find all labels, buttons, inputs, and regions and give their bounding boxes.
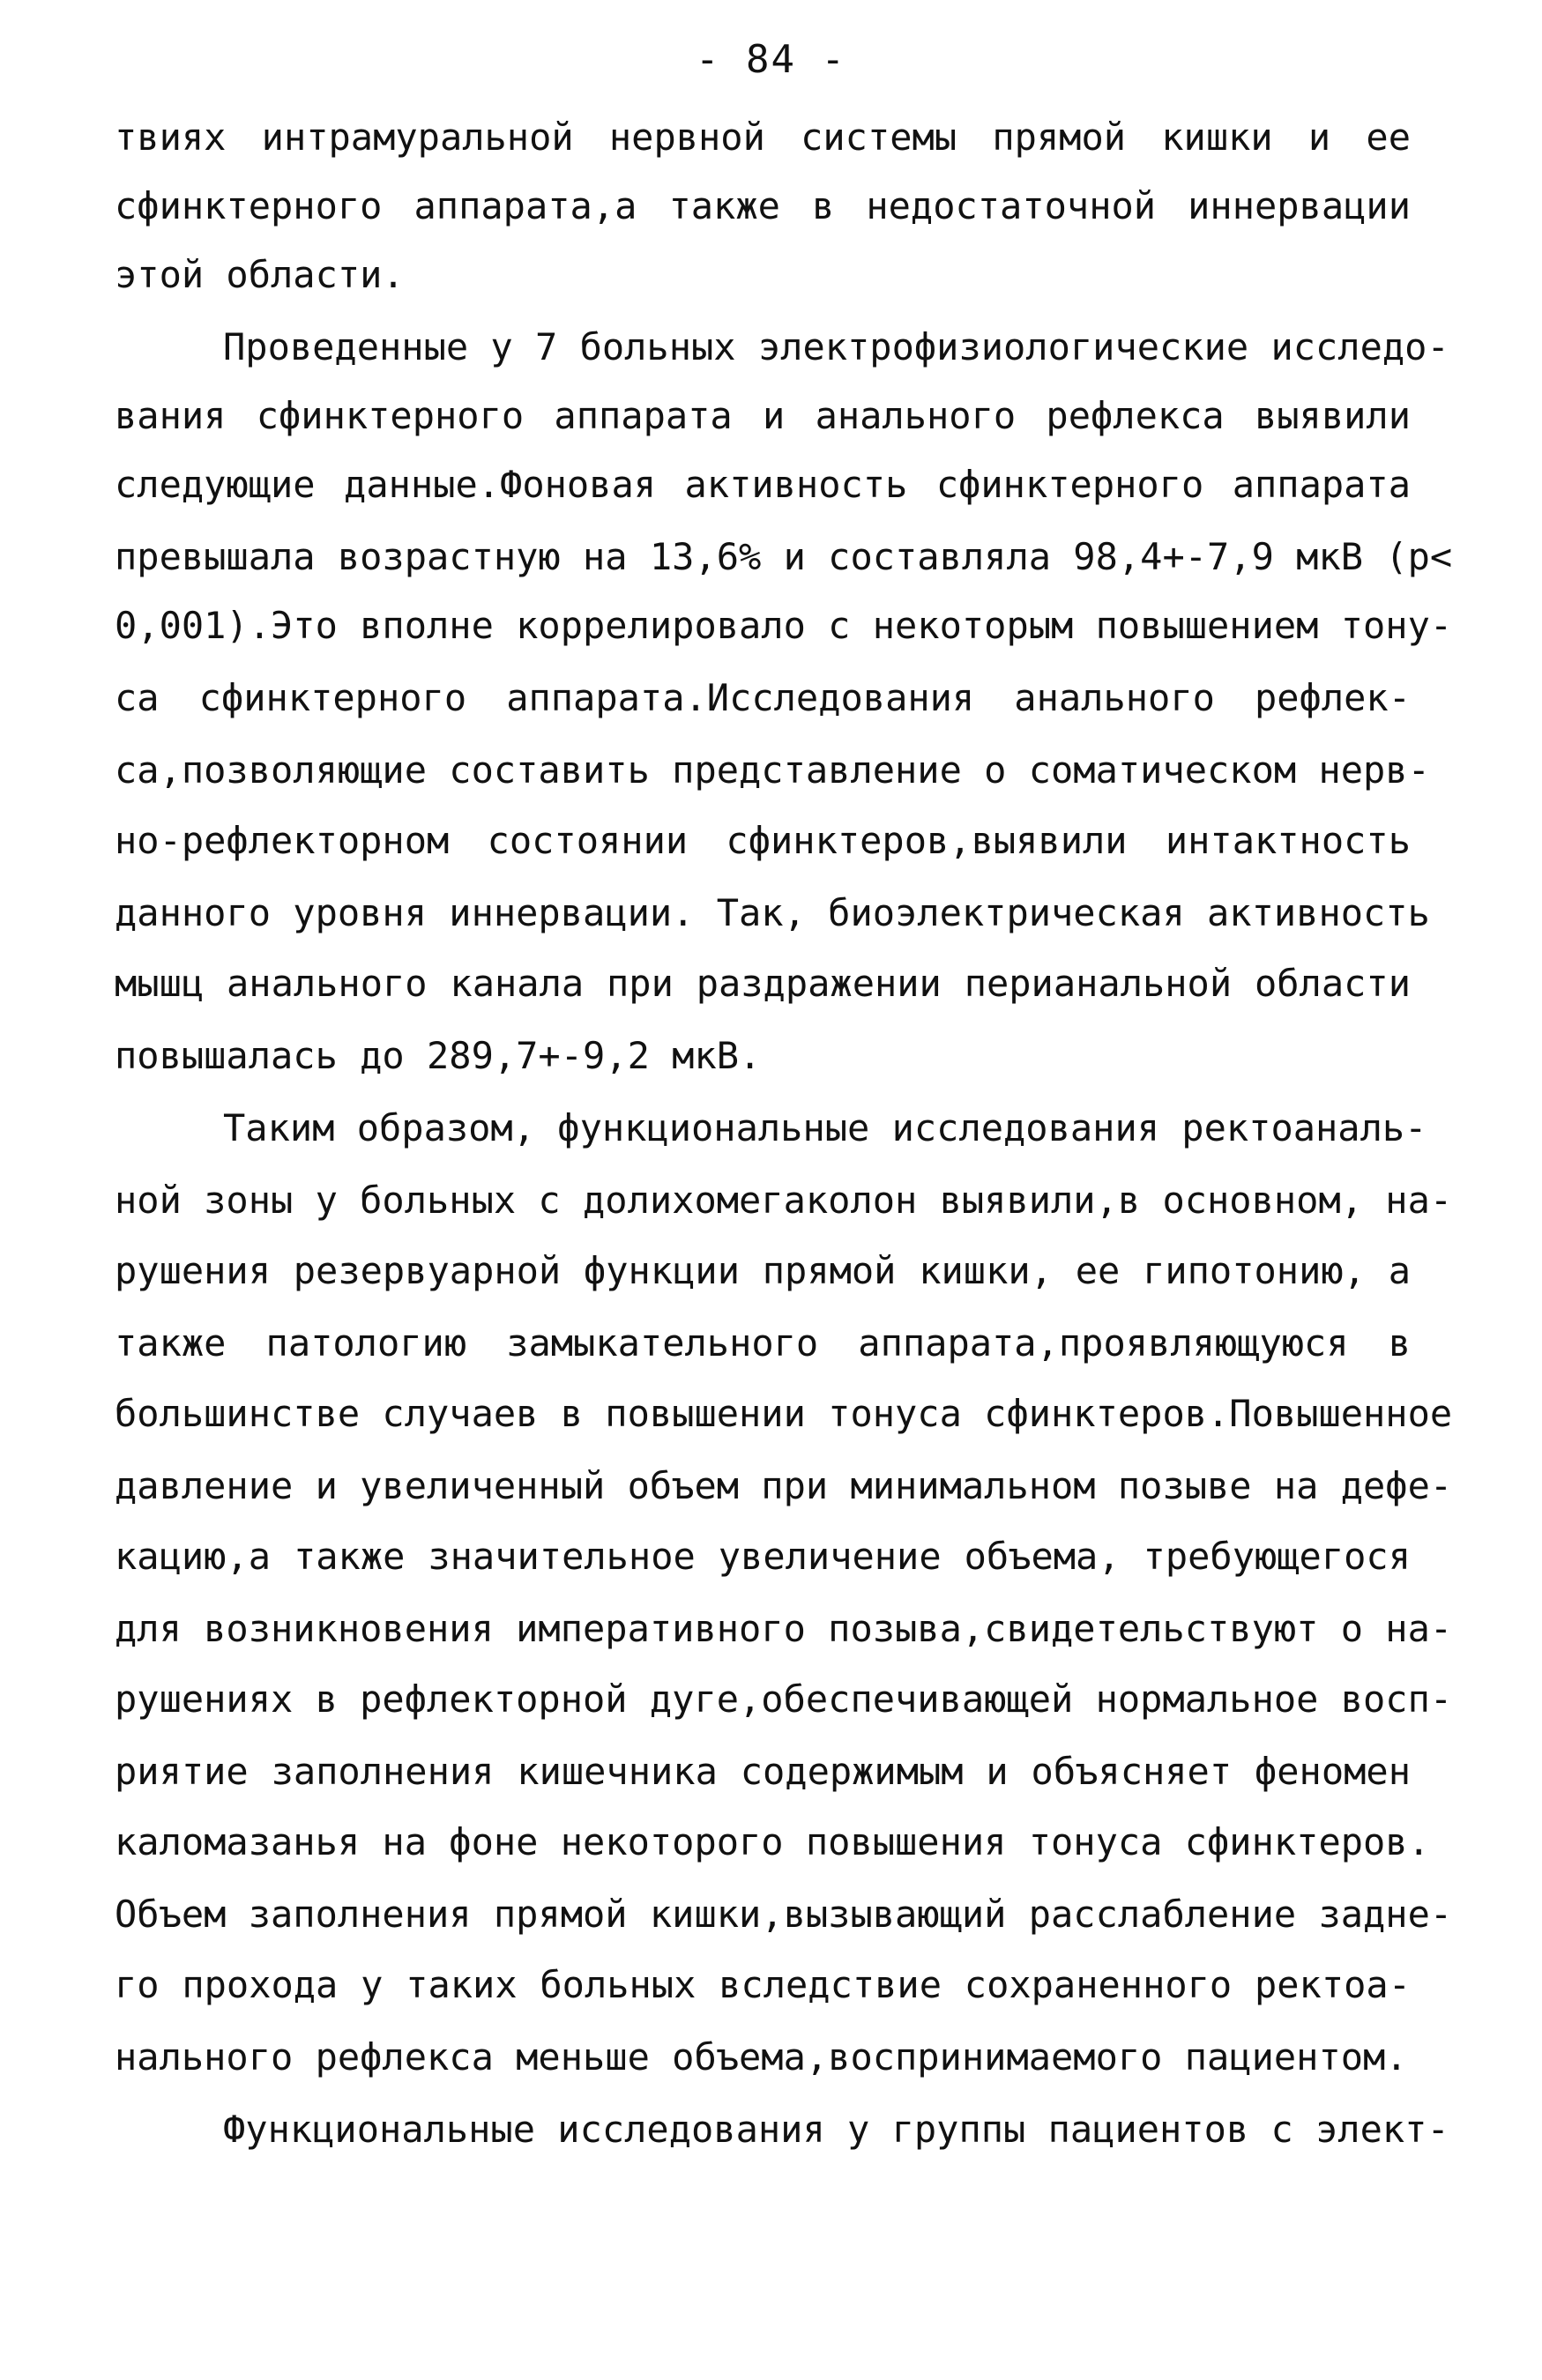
text-line: са,позволяющие составить представление о соматическом нерв- [115, 748, 1430, 792]
text-line: рушениях в рефлекторной дуге,обеспечивающей нормальное восп- [115, 1677, 1453, 1721]
text-line: следующие данные.Фоновая активность сфинктерного аппарата [115, 463, 1411, 506]
text-line: большинстве случаев в повышении тонуса сфинктеров.Повышенное [115, 1392, 1453, 1435]
text-line: этой области. [115, 253, 405, 296]
text-line: риятие заполнения кишечника содержимым и объясняет феномен [115, 1750, 1411, 1793]
text-line: твиях интрамуральной нервной системы прямой кишки и ее [115, 115, 1411, 159]
paragraph-start-line: Таким образом, функциональные исследования ректоаналь- [223, 1106, 1427, 1149]
text-line: для возникновения императивного позыва,свидетельствуют о на- [115, 1607, 1453, 1650]
text-line: также патологию замыкательного аппарата,проявляющуюся в [115, 1321, 1411, 1365]
text-line: повышалась до 289,7+-9,2 мкВ. [115, 1034, 762, 1077]
text-line: давление и увеличенный объем при минимальном позыве на дефе- [115, 1464, 1453, 1507]
text-line: данного уровня иннервации. Так, биоэлектрическая активность [115, 891, 1430, 934]
text-line: каломазанья на фоне некоторого повышения тонуса сфинктеров. [115, 1820, 1430, 1863]
paragraph-start-line: Функциональные исследования у группы пациентов с элект- [223, 2108, 1449, 2151]
text-line: превышала возрастную на 13,6% и составляла 98,4+-7,9 мкВ (р< [115, 535, 1453, 578]
text-line: са сфинктерного аппарата.Исследования анального рефлек- [115, 676, 1411, 719]
text-line: Объем заполнения прямой кишки,вызывающий расслабление задне- [115, 1893, 1453, 1936]
text-line: рушения резервуарной функции прямой кишки, ее гипотонию, а [115, 1249, 1411, 1292]
text-line: но-рефлекторном состоянии сфинктеров,выявили интактность [115, 819, 1411, 862]
text-line: го прохода у таких больных вследствие сохраненного ректоа- [115, 1963, 1411, 2006]
text-line: мышц анального канала при раздражении перианальной области [115, 962, 1411, 1005]
text-line: сфинктерного аппарата,а также в недостаточной иннервации [115, 184, 1411, 227]
text-line: вания сфинктерного аппарата и анального рефлекса выявили [115, 394, 1411, 437]
paragraph-start-line: Проведенные у 7 больных электрофизиологические исследо- [223, 325, 1449, 368]
text-line: ной зоны у больных с долихомегаколон выявили,в основном, на- [115, 1179, 1453, 1222]
page-number: - 84 - [696, 37, 846, 82]
text-line: кацию,а также значительное увеличение объема, требующегося [115, 1535, 1411, 1578]
text-line: нального рефлекса меньше объема,воспринимаемого пациентом. [115, 2035, 1408, 2079]
text-line: 0,001).Это вполне коррелировало с некоторым повышением тону- [115, 604, 1453, 647]
